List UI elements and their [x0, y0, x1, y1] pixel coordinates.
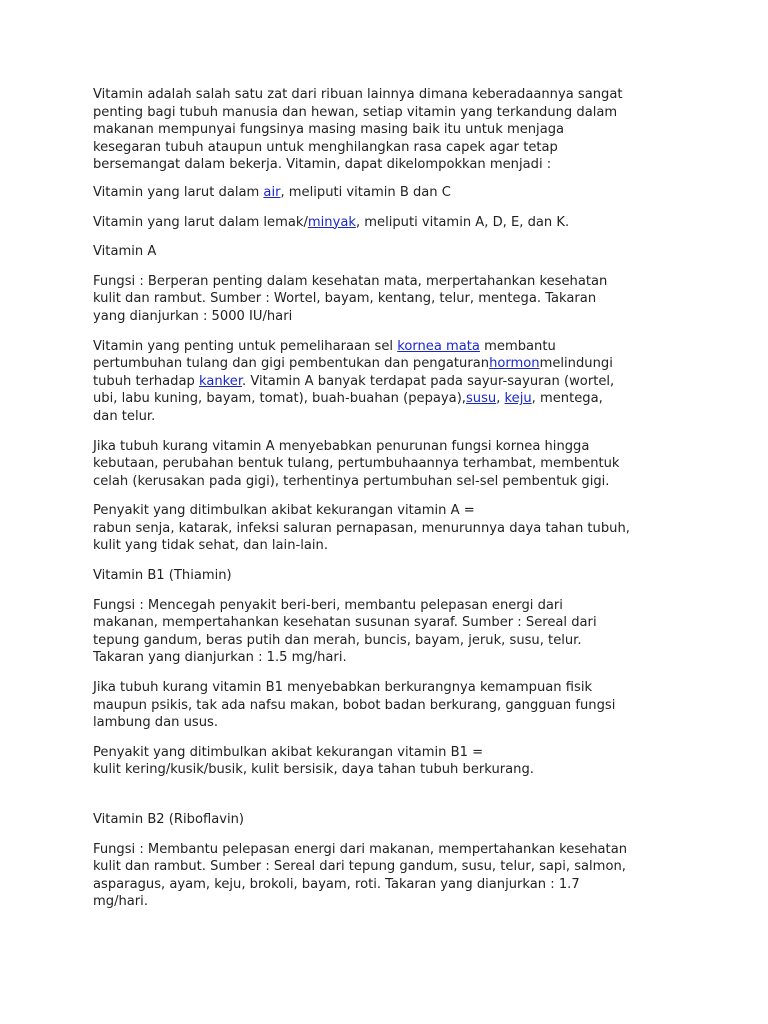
text-line: Penyakit yang ditimbulkan akibat kekurangan vitamin B1 =: [93, 744, 484, 760]
text-line: dan telur.: [93, 408, 156, 424]
text-line: Penyakit yang ditimbulkan akibat kekurangan vitamin A =: [93, 503, 475, 519]
text-line: kulit dan rambut. Sumber : Sereal dari tepung gandum, susu, telur, sapi, salmon,: [93, 859, 626, 875]
heading-text: Vitamin B2 (Riboflavin): [93, 812, 245, 827]
link-keju[interactable]: keju: [504, 391, 532, 407]
text-line: kulit yang tidak sehat, dan lain-lain.: [93, 538, 328, 554]
text-line: makanan, mempertahankan kesehatan susunan syaraf. Sumber : Sereal dari: [93, 615, 597, 631]
text-line: maupun psikis, tak ada nafsu makan, bobot badan berkurang, gangguan fungsi: [93, 697, 616, 713]
vitamin-a-penting-paragraph: [93, 338, 688, 426]
text-segment: tubuh terhadap: [93, 373, 199, 389]
text-line: [93, 184, 688, 202]
vitamin-b1-heading: [93, 567, 688, 585]
text-line: kulit kering/kusik/busik, kulit bersisik, daya tahan tubuh berkurang.: [93, 762, 534, 778]
text-segment: , meliputi vitamin A, D, E, dan K.: [355, 214, 570, 230]
link-air[interactable]: air: [263, 184, 281, 200]
text-line: [93, 390, 688, 408]
water-soluble-paragraph: [93, 184, 688, 202]
text-line: tepung gandum, beras putih dan merah, buncis, bayam, jeruk, susu, telur.: [93, 632, 582, 648]
text-line: [93, 214, 688, 232]
text-segment: , mentega,: [531, 391, 603, 407]
vitamin-b1-fungsi-paragraph: [93, 597, 688, 667]
text-line: rabun senja, katarak, infeksi saluran pernapasan, menurunnya daya tahan tubuh,: [93, 520, 630, 536]
intro-paragraph: [93, 86, 688, 174]
vitamin-a-penyakit-paragraph: [93, 502, 688, 555]
text-segment: . Vitamin A banyak terdapat pada sayur-sayuran (wortel,: [242, 373, 615, 389]
link-susu[interactable]: susu: [465, 391, 497, 407]
fat-soluble-paragraph: [93, 214, 688, 232]
text-line: makanan mempunyai fungsinya masing masing baik itu untuk menjaga: [93, 122, 565, 138]
text-line: kebutaan, perubahan bentuk tulang, pertumbuhaannya terhambat, membentuk: [93, 456, 620, 472]
vitamin-a-kurang-paragraph: [93, 438, 688, 491]
text-line: kulit dan rambut. Sumber : Wortel, bayam, kentang, telur, mentega. Takaran: [93, 291, 597, 307]
text-line: [93, 373, 688, 391]
vitamin-b2-heading: [93, 811, 688, 829]
text-line: Jika tubuh kurang vitamin B1 menyebabkan berkurangnya kemampuan fisik: [93, 680, 593, 696]
text-segment: pertumbuhan tulang dan gigi pembentukan dan pengaturan: [93, 356, 490, 372]
text-line: kesegaran tubuh ataupun untuk menghilangkan rasa capek agar tetap: [93, 139, 558, 155]
vitamin-b2-fungsi-paragraph: [93, 841, 688, 911]
text-segment: Vitamin yang larut dalam lemak/: [93, 214, 308, 230]
vitamin-b1-penyakit-paragraph: [93, 744, 688, 779]
text-segment: Vitamin yang penting untuk pemeliharaan sel: [93, 338, 398, 354]
vitamin-a-fungsi-paragraph: [93, 273, 688, 326]
link-kornea-mata[interactable]: kornea mata: [397, 338, 480, 354]
vitamin-b1-kurang-paragraph: [93, 679, 688, 732]
text-segment: , meliputi vitamin B dan C: [280, 184, 451, 200]
text-line: asparagus, ayam, keju, brokoli, bayam, roti. Takaran yang dianjurkan : 1.7: [93, 876, 580, 892]
text-segment: melindungi: [539, 356, 613, 372]
text-line: yang dianjurkan : 5000 IU/hari: [93, 308, 293, 324]
text-line: lambung dan usus.: [93, 715, 218, 731]
text-line: Fungsi : Berperan penting dalam kesehatan mata, merpertahankan kesehatan: [93, 273, 608, 289]
text-line: Fungsi : Membantu pelepasan energi dari makanan, mempertahankan kesehatan: [93, 841, 628, 857]
link-minyak[interactable]: minyak: [307, 214, 356, 230]
text-line: Fungsi : Mencegah penyakit beri-beri, membantu pelepasan energi dari: [93, 597, 563, 613]
text-segment: ,: [496, 391, 505, 407]
link-kanker[interactable]: kanker: [198, 373, 243, 389]
text-line: penting bagi tubuh manusia dan hewan, setiap vitamin yang terkandung dalam: [93, 104, 618, 120]
text-line: Takaran yang dianjurkan : 1.5 mg/hari.: [93, 650, 347, 666]
text-segment: Vitamin yang larut dalam: [93, 184, 264, 200]
text-line: bersemangat dalam bekerja. Vitamin, dapat dikelompokkan menjadi :: [93, 157, 552, 173]
heading-text: Vitamin B1 (Thiamin): [93, 568, 232, 584]
text-segment: ubi, labu kuning, bayam, tomat), buah-buahan (pepaya),: [93, 391, 466, 407]
text-segment: membantu: [479, 338, 556, 354]
link-hormon[interactable]: hormon: [489, 356, 540, 372]
text-line: [93, 355, 688, 373]
text-line: celah (kerusakan pada gigi), terhentinya pertumbuhan sel-sel pembentuk gigi.: [93, 473, 610, 489]
text-line: Jika tubuh kurang vitamin A menyebabkan penurunan fungsi kornea hingga: [93, 438, 590, 454]
heading-text: Vitamin A: [93, 244, 157, 260]
text-line: [93, 338, 688, 356]
vitamin-a-heading: [93, 243, 688, 261]
text-line: Vitamin adalah salah satu zat dari ribuan lainnya dimana keberadaannya sangat: [93, 87, 623, 102]
text-line: mg/hari.: [93, 894, 148, 910]
